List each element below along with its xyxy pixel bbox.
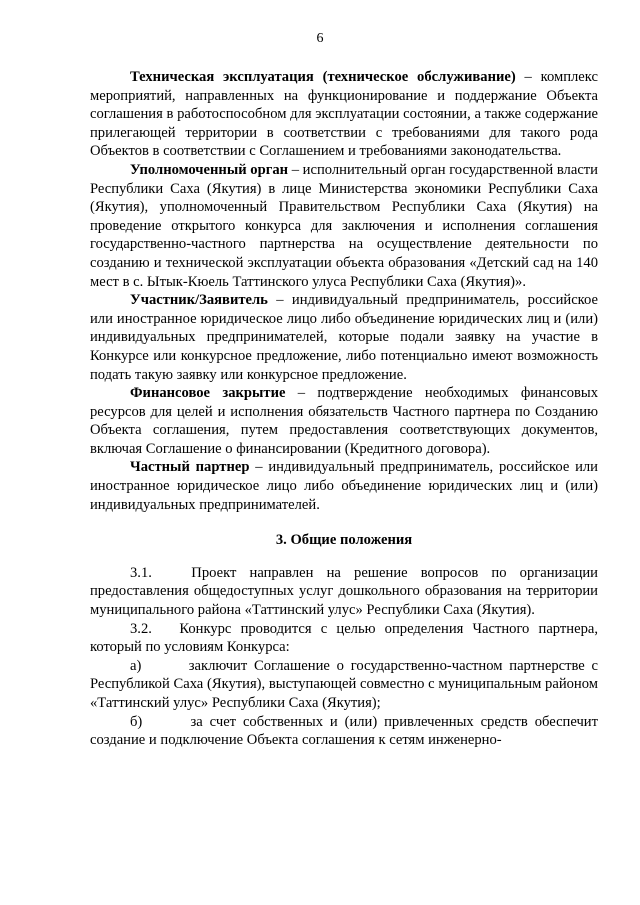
- document-body: [90, 68, 598, 750]
- definition-text: – комплекс мероприятий, направленных на функционирование и поддержание Объекта соглашения в работоспособном для эксплуатации состоянии, а также содержание прилегающей территории в соответствии с требованиями для такого рода Объектов в соответствии с Соглашением и требованиями законодательства.: [90, 69, 598, 160]
- definition-text: – подтверждение необходимых финансовых ресурсов для целей и исполнения обязательств Частного партнера по Созданию Объекта соглашения, путем предоставления соответствующих документов, включая Соглашение о финансировании (Кредитного договора).: [90, 385, 598, 457]
- definition-text: – индивидуальный предприниматель, российское или иностранное юридическое лицо либо объединение юридических лиц и (или) индивидуальных предпринимателей.: [90, 459, 598, 513]
- list-item-b: б) за счет собственных и (или) привлеченных средств обеспечит создание и подключение Объекта соглашения к сетям инженерно-: [90, 713, 598, 749]
- section-paragraph: 3.1. Проект направлен на решение вопросов по организации предоставления общедоступных услуг дошкольного образования на территории муниципального района «Таттинский улус» Республики Саха (Якутия).: [90, 564, 598, 619]
- definition-term: Техническая эксплуатация (техническое обслуживание): [130, 69, 516, 85]
- definition-term: Финансовое закрытие: [130, 385, 286, 402]
- section-paragraph: 3.2. Конкурс проводится с целью определения Частного партнера, который по условиям Конкурса:: [90, 620, 598, 656]
- definition-paragraph: [90, 291, 598, 384]
- definition-text: – исполнительный орган государственной власти Республики Саха (Якутия) в лице Министерства экономики Республики Саха (Якутия), уполномоченный Правительством Республики Саха (Якутия) на проведение открытого конкурса для заключения и исполнения соглашения государственно-частного партнерства на осуществление деятельности по созданию и технической эксплуатации объекта образования «Детский сад на 140 мест в с. Ытык-Кюель Таттинского улуса Республики Саха (Якутия)».: [90, 161, 598, 290]
- section-heading: 3. Общие положения: [275, 532, 413, 549]
- definition-term: Частный партнер: [130, 459, 250, 476]
- definition-paragraph: [90, 68, 598, 161]
- definition-term: Уполномоченный орган: [130, 161, 289, 178]
- page-number: 6: [316, 31, 324, 46]
- list-item-a: а) заключит Соглашение о государственно-частном партнерстве с Республикой Саха (Якутия), выступающей совместно с муниципальным районом «Таттинский улус» Республики Саха (Якутия);: [90, 657, 598, 711]
- definition-paragraph: [90, 384, 598, 458]
- definition-paragraph: [90, 161, 598, 291]
- definition-term: Участник/Заявитель: [130, 292, 268, 309]
- definition-paragraph: [90, 458, 598, 514]
- definition-text: – индивидуальный предприниматель, российское или иностранное юридическое лицо либо объединение юридических лиц и (или) индивидуальных предпринимателей, которые подали заявку на участие в Конкурсе или конкурсное предложение, либо потенциально имеют возможность подать такую заявку или конкурсное предложение.: [90, 292, 598, 383]
